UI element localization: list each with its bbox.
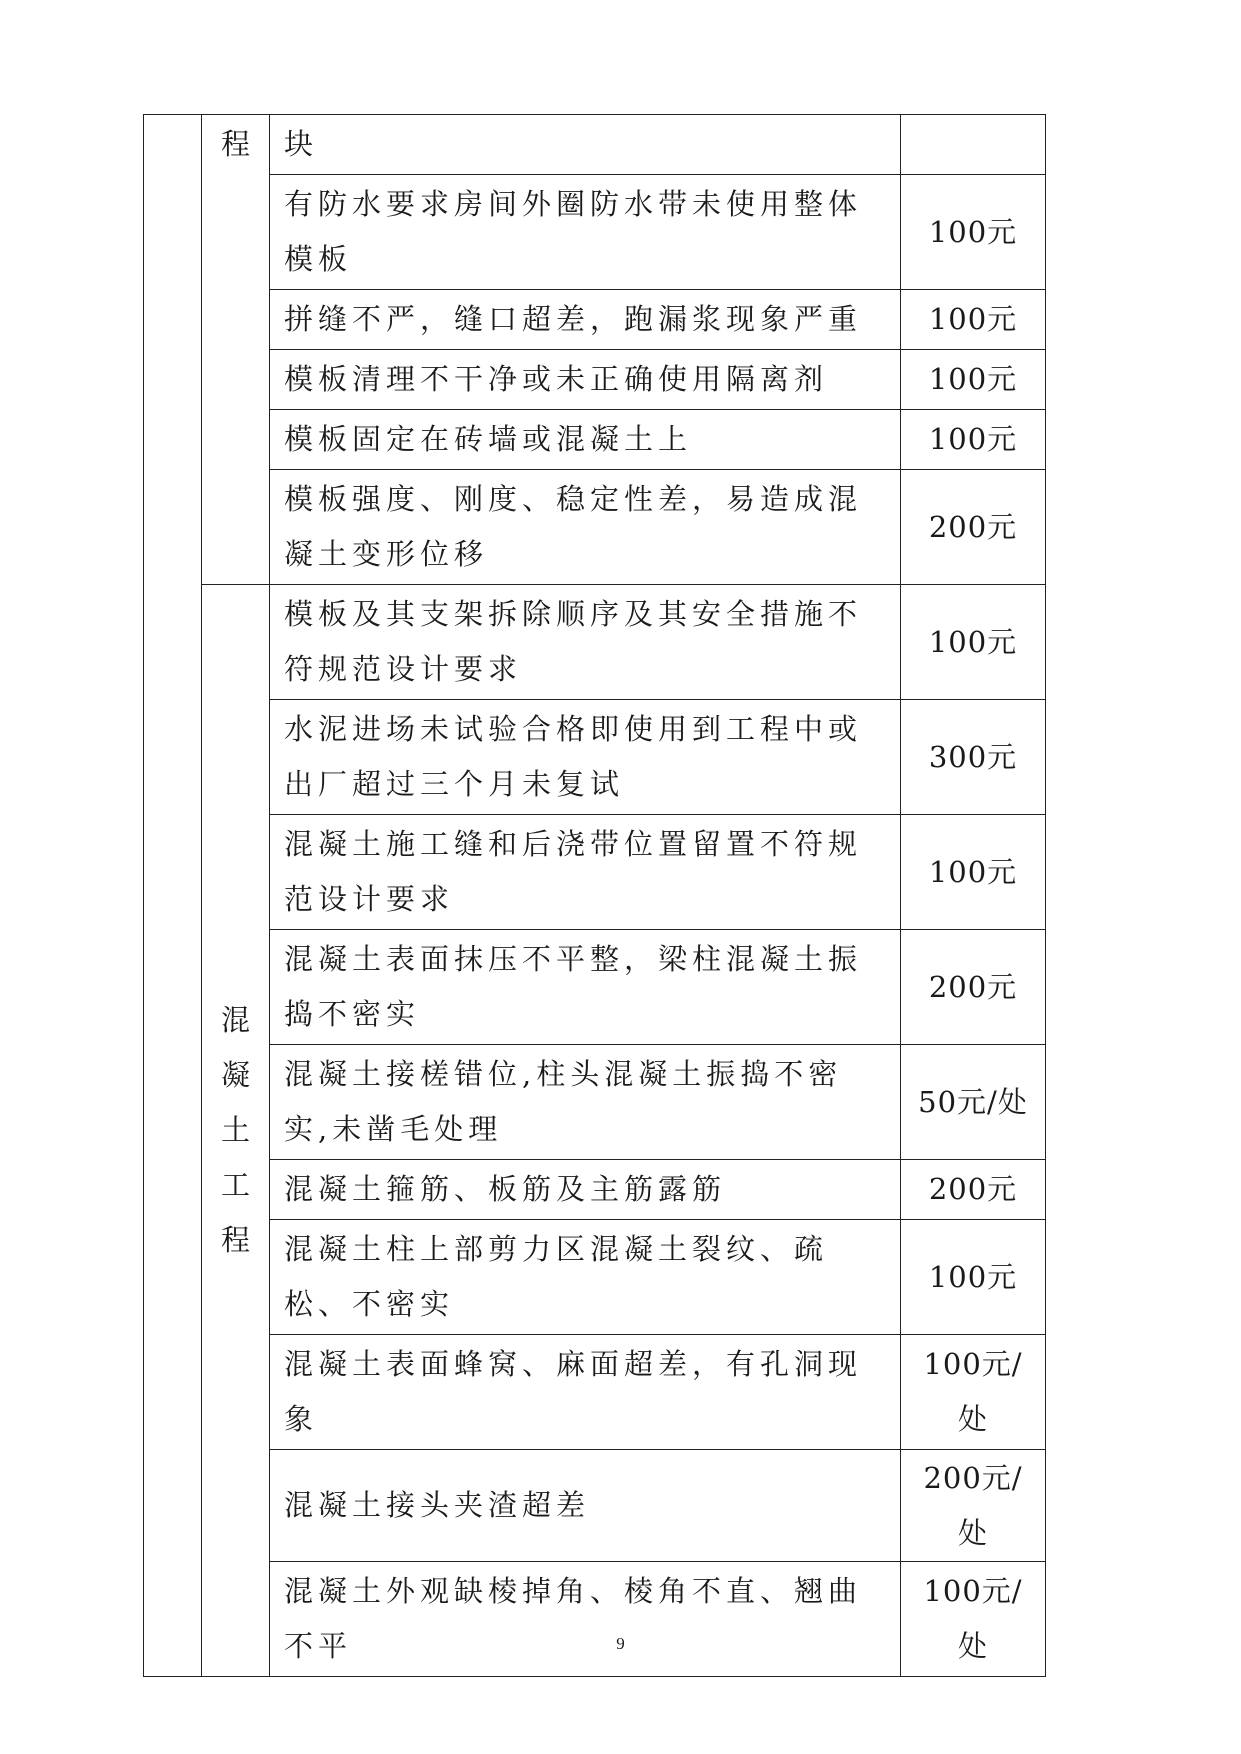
item-cell: 模板固定在砖墙或混凝土上 [270,410,901,470]
item-cell: 混凝土施工缝和后浇带位置留置不符规范设计要求 [270,815,901,930]
table-row [144,930,1046,1045]
blank-column-cell [144,115,202,1677]
item-cell: 模板强度、刚度、稳定性差，易造成混凝土变形位移 [270,470,901,585]
table-row [144,1450,1046,1562]
table-row [144,115,1046,175]
item-cell: 混凝土接槎错位,柱头混凝土振捣不密实,未凿毛处理 [270,1045,901,1160]
table-row [144,815,1046,930]
fine-cell: 50元/处 [901,1045,1046,1160]
fine-cell: 100元 [901,1220,1046,1335]
table-row [144,410,1046,470]
item-cell: 混凝土柱上部剪力区混凝土裂纹、疏松、不密实 [270,1220,901,1335]
item-cell: 混凝土表面蜂窝、麻面超差，有孔洞现象 [270,1335,901,1450]
fine-cell: 200元 [901,930,1046,1045]
item-cell: 混凝土箍筋、板筋及主筋露筋 [270,1160,901,1220]
fine-cell: 200元 [901,470,1046,585]
fine-cell: 300元 [901,700,1046,815]
fine-cell: 100元 [901,815,1046,930]
fine-cell: 100元/处 [901,1335,1046,1450]
table-row [144,290,1046,350]
table-row [144,1335,1046,1450]
item-cell: 模板清理不干净或未正确使用隔离剂 [270,350,901,410]
fine-cell [901,115,1046,175]
fine-cell: 200元/处 [901,1450,1046,1562]
table-row [144,350,1046,410]
penalty-table-container [143,114,1045,1677]
table-row [144,1562,1046,1677]
item-cell: 混凝土接头夹渣超差 [270,1450,901,1562]
category-label: 程 [220,127,250,161]
category-cell [202,115,270,585]
item-cell: 混凝土外观缺棱掉角、棱角不直、翘曲不平 [270,1562,901,1677]
fine-cell: 100元 [901,175,1046,290]
item-cell: 模板及其支架拆除顺序及其安全措施不符规范设计要求 [270,585,901,700]
table-row [144,700,1046,815]
item-cell: 拼缝不严，缝口超差，跑漏浆现象严重 [270,290,901,350]
penalty-table [143,114,1046,1677]
table-row [144,585,1046,700]
table-row [144,1220,1046,1335]
fine-cell: 100元/处 [901,1562,1046,1677]
fine-cell: 100元 [901,410,1046,470]
fine-cell: 200元 [901,1160,1046,1220]
table-row [144,1045,1046,1160]
item-cell: 块 [270,115,901,175]
table-row [144,470,1046,585]
fine-cell: 100元 [901,350,1046,410]
fine-cell: 100元 [901,585,1046,700]
table-row [144,1160,1046,1220]
item-cell: 混凝土表面抹压不平整，梁柱混凝土振捣不密实 [270,930,901,1045]
category-cell [202,585,270,1677]
fine-cell: 100元 [901,290,1046,350]
category-label: 混凝土工程 [220,1003,250,1257]
table-row [144,175,1046,290]
item-cell: 有防水要求房间外圈防水带未使用整体模板 [270,175,901,290]
page-number: 9 [616,1634,625,1653]
item-cell: 水泥进场未试验合格即使用到工程中或出厂超过三个月未复试 [270,700,901,815]
